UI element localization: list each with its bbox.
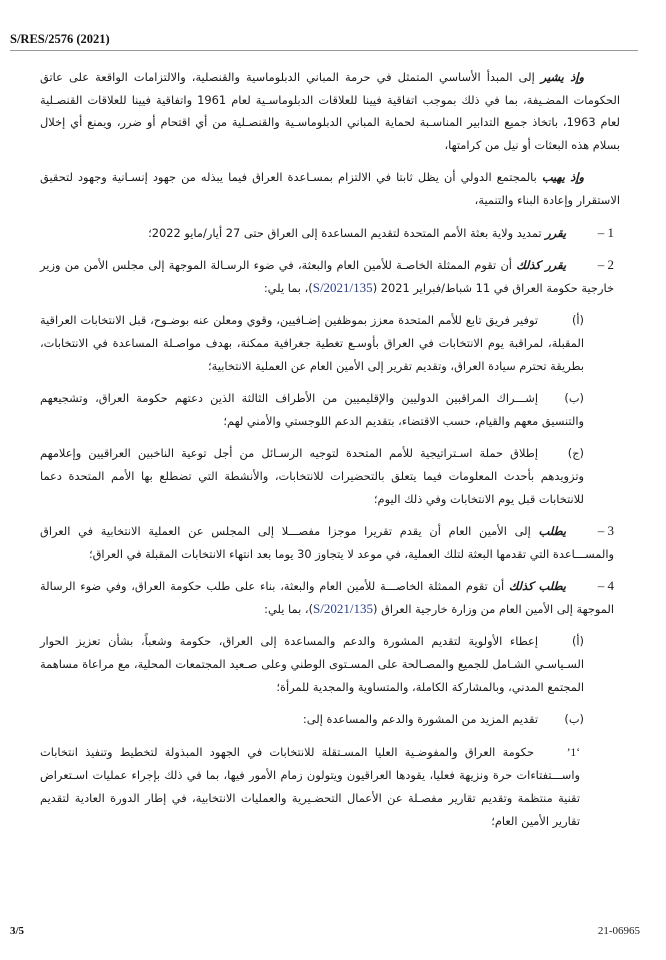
operative-paragraph-1 bbox=[40, 222, 636, 245]
subparagraph-label: (أ) bbox=[571, 634, 584, 649]
operative-text: )، بما يلي: bbox=[263, 280, 313, 295]
preamble-keyword: وإذ يهيب bbox=[541, 170, 584, 185]
subparagraph bbox=[40, 442, 636, 510]
subparagraph bbox=[40, 630, 636, 698]
document-reference-link[interactable]: S/2021/135 bbox=[312, 279, 373, 295]
page-number: 3/5 bbox=[10, 925, 25, 937]
operative-paragraph-4 bbox=[40, 575, 636, 620]
document-reference-link[interactable]: S/2021/135 bbox=[313, 600, 373, 616]
subparagraph-text: إطلاق حملة اسـتراتيجية للأمم المتحدة لتوجيه الرسـائل من أجل توعية الناخبين العراقيين وإعلامهم وتزويدهم بأحدث المعلومات فيما يتعلق بالتحضيرات للانتخابات، والأنشطة التي تضطلع بها الأمم المتحدة دعما للانتخابات قبل يوم الانتخابات وفي ذلك اليوم؛ bbox=[40, 446, 584, 506]
subparagraph-label: (ج) bbox=[567, 446, 584, 461]
operative-text: أن تقوم الممثلة الخاصـة للأمين العام والبعثة، في ضوء الرسـالة الموجهة إلى مجلس الأمن من وزير خارجية حكومة العراق في 11 شباط/فبراير 2021 ( bbox=[40, 258, 614, 295]
operative-text: أن تقوم الممثلة الخاصـــة للأمين العام والبعثة، بناء على طلب حكومة العراق، وفي ضوء الرسالة الموجهة إلى الأمين العام من وزارة خارجية العراق ( bbox=[40, 579, 614, 616]
subparagraph-text: إعطاء الأولوية لتقديم المشورة والدعم والمساعدة إلى العراق، حكومة وشعباً، بشأن تعزيز الحوار السـياسـي الشـامل للجميع والمصـالحة على المسـتوى الوطني وعلى صـعيد المجتمعات المحلية، مع مراعاة مساهمة المجتمع المدني، وبالمشاركة الكاملة، والمتساوية والمجدية للمرأة؛ bbox=[40, 634, 584, 694]
resolution-body bbox=[40, 66, 636, 842]
operative-keyword: يقرر كذلك bbox=[516, 258, 567, 273]
subparagraph-text: إشـــراك المراقبين الدوليين والإقليميين من الأطراف الثالثة الذين دعتهم حكومة العراق، وتشجيعهم والتنسيق معهم والقيام، حسب الاقتضاء، بتقديم الدعم اللوجستي والأمني لهم؛ bbox=[40, 391, 584, 428]
page-header bbox=[10, 32, 640, 52]
subparagraph-label: (أ) bbox=[571, 313, 584, 328]
preamble-text: بالمجتمع الدولي أن يظل ثابتا في الالتزام بمسـاعدة العراق فيما يبذله من جهود إنسـانية وجهود لتحقيق الاستقرار وإعادة البناء والتنمية، bbox=[40, 170, 620, 207]
subparagraph-text: توفير فريق تابع للأمم المتحدة معزز بموظفين إضـافيين، وقوي ومعلن عنه بوضـوح، قبل الانتخابات العراقية المقبلة، لمراقبة يوم الانتخابات في العراق بأوسـع تغطية جغرافية ممكنة، بهدف مواصـلة المساعدة في الانتخابات، بطريقة تحترم سيادة العراق، وتقديم تقرير إلى الأمين العام عن العملية الانتخابية؛ bbox=[40, 313, 584, 373]
job-number: 21-06965 bbox=[597, 925, 640, 937]
operative-keyword: يطلب كذلك bbox=[508, 579, 566, 594]
paragraph-number: 4 – bbox=[597, 578, 614, 594]
preamble-paragraph bbox=[40, 166, 636, 211]
sub-subparagraph bbox=[40, 741, 636, 832]
sub-subparagraph-text: حكومة العراق والمفوضـية العليا المسـتقلة للانتخابات في الجهود المبذولة لتخطيط وتنفيذ انتخابات واســـتفتاءات حرة ونزيهة فعليا، يقودها العراقيون ويتولون زمام الأمور فيها، بما في ذلك بإجراء عمليات اسـتعراض تقنية منتظمة وتقديم تقارير مفصـلة عن الأعمال التحضـيرية والعمليات الانتخابية، في إطار الدورة العادية لتقديم تقارير الأمين العام؛ bbox=[40, 744, 580, 828]
header-rule bbox=[10, 50, 638, 51]
subparagraph bbox=[40, 309, 636, 377]
operative-paragraph-3 bbox=[40, 520, 636, 565]
document-symbol: S/RES/2576 (2021) bbox=[10, 32, 110, 46]
operative-text: تمديد ولاية بعثة الأمم المتحدة لتقديم المساعدة إلى العراق حتى 27 أيار/مايو 2022؛ bbox=[148, 225, 546, 240]
operative-keyword: يطلب bbox=[538, 524, 566, 539]
operative-paragraph-2 bbox=[40, 254, 636, 299]
preamble-paragraph bbox=[40, 66, 636, 156]
preamble-text: إلى المبدأ الأساسي المتمثل في حرمة المباني الدبلوماسية والقنصلية، والالتزامات الواقعة على عاتق الحكومات المضـيفة، بما في ذلك بموجب اتفاقية فيينا للعلاقات الدبلوماسـية لعام 1961 واتفاقية فيينا للعلاقات القنصـلية لعام 1963، باتخاذ جميع التدابير المناسـبة لحماية المباني الدبلوماسـية والقنصـلية من أي اقتحام أو ضرر، ويمنع أي إخلال بسلام هذه البعثات أو نيل من كرامتها، bbox=[40, 70, 620, 152]
operative-text: )، بما يلي: bbox=[264, 601, 314, 616]
operative-text: إلى الأمين العام أن يقدم تقريرا موجزا مفصـــلا إلى المجلس عن العملية الانتخابية في العراق والمســـاعدة التي تقدمها البعثة لتلك العملية، في موعد لا يتجاوز 30 يوما بعد انتهاء الانتخابات المقبلة في العراق؛ bbox=[40, 524, 614, 561]
subparagraph-label: (ب) bbox=[564, 712, 584, 727]
subparagraph bbox=[40, 387, 636, 432]
paragraph-number: 1 – bbox=[597, 224, 614, 240]
page-footer bbox=[10, 925, 640, 945]
sub-subparagraph-label: ‘1’ bbox=[566, 746, 580, 759]
paragraph-number: 2 – bbox=[597, 257, 615, 273]
preamble-keyword: وإذ يشير bbox=[540, 70, 584, 84]
subparagraph-label: (ب) bbox=[564, 391, 584, 406]
paragraph-number: 3 – bbox=[597, 523, 614, 539]
operative-keyword: يقرر bbox=[545, 225, 566, 240]
subparagraph bbox=[40, 708, 636, 731]
subparagraph-text: تقديم المزيد من المشورة والدعم والمساعدة إلى: bbox=[302, 712, 538, 727]
